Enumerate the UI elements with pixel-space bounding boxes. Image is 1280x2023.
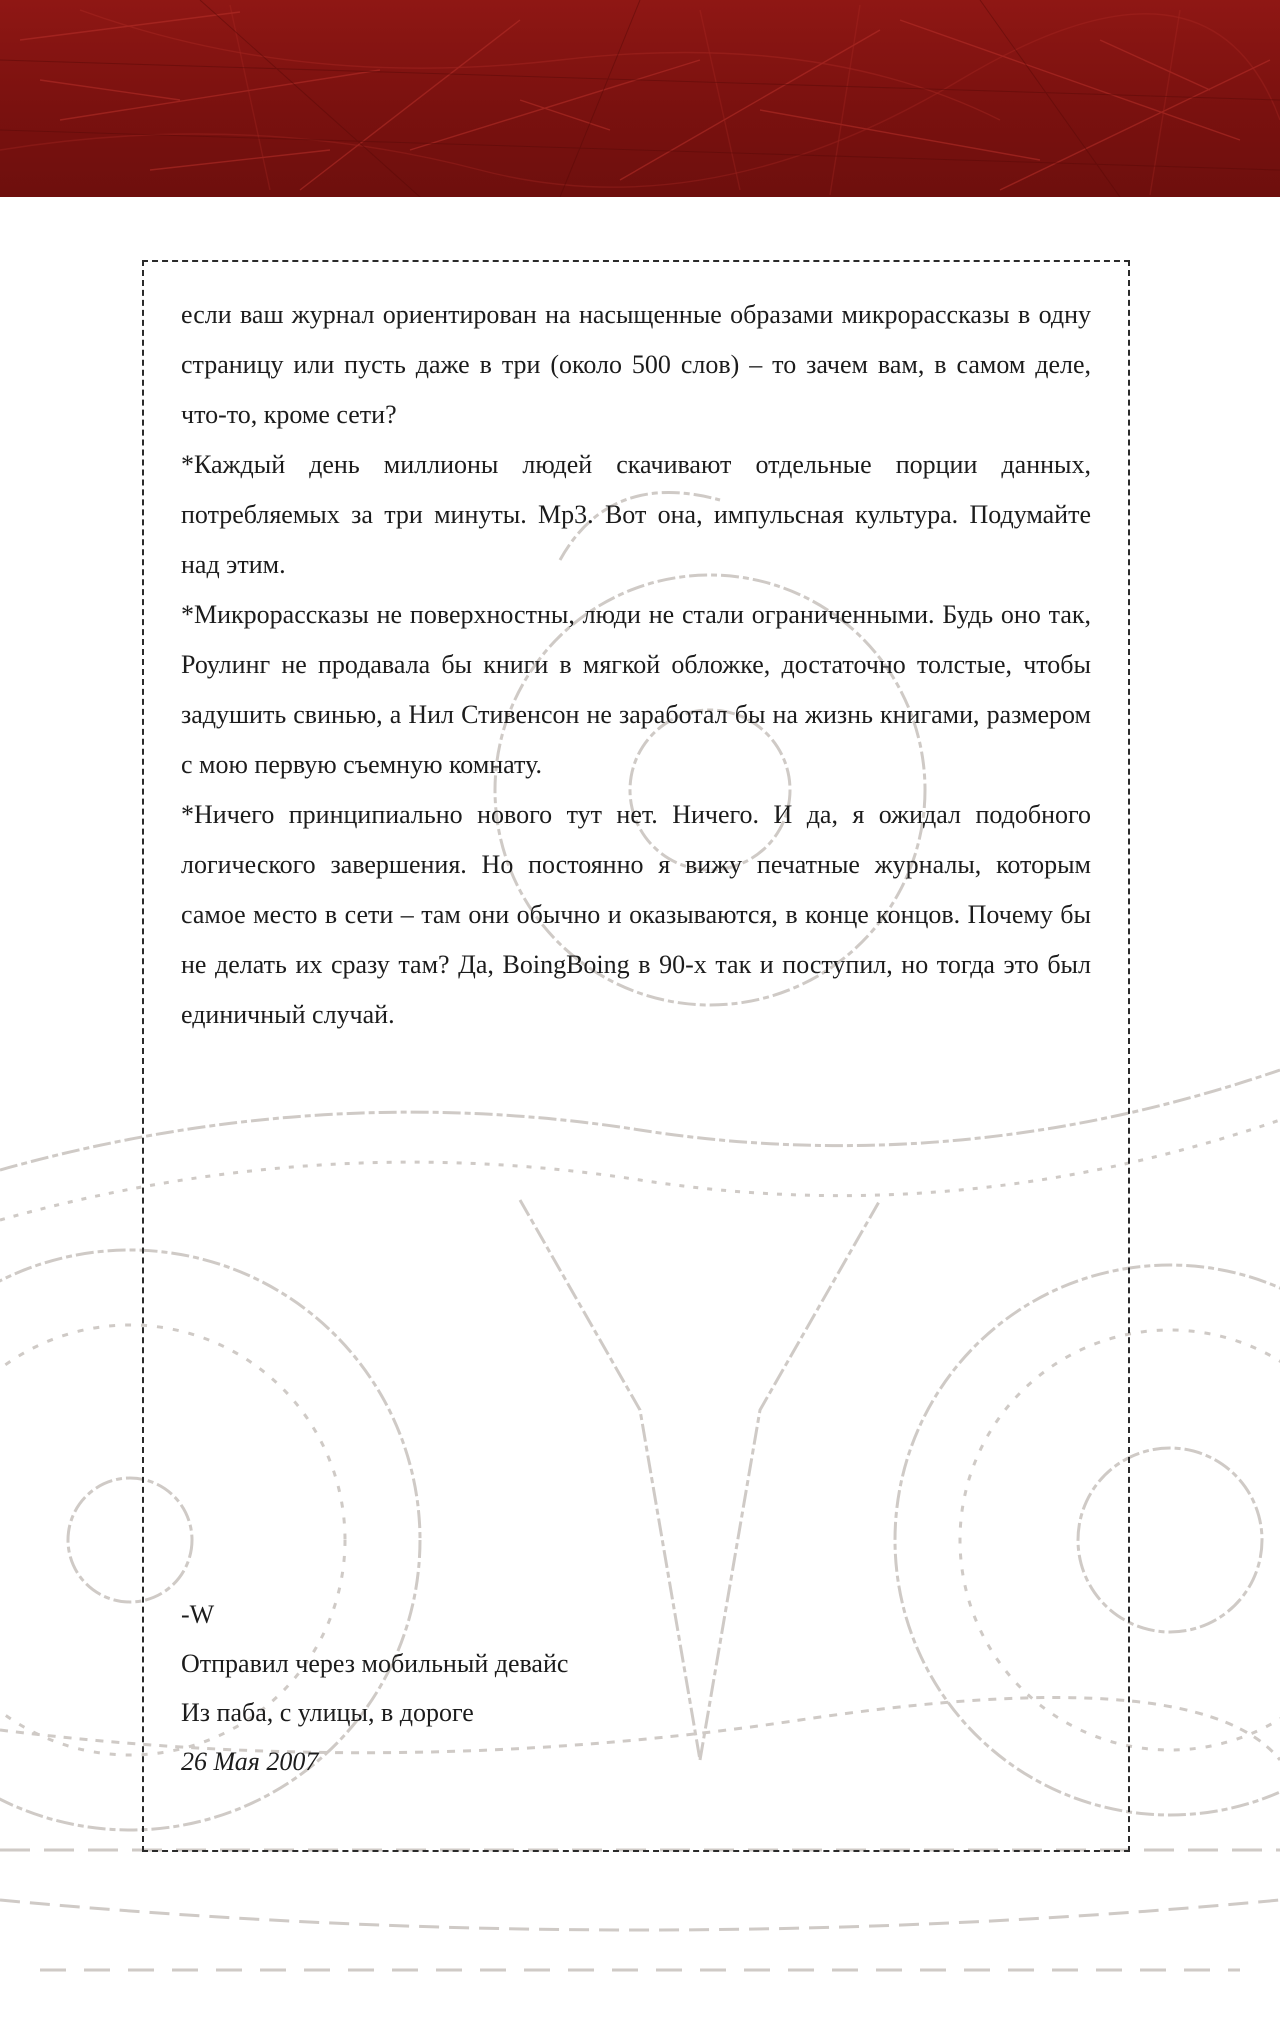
sent-via-line: Отправил через мобильный девайс	[181, 1649, 569, 1678]
location-line: Из паба, с улицы, в дороге	[181, 1698, 474, 1727]
date-line: 26 Мая 2007	[181, 1747, 319, 1776]
signature: -W	[181, 1600, 215, 1629]
paragraph: если ваш журнал ориентирован на насыщенные образами микрорассказы в одну страницу или пусть даже в три (около 500 слов) – то зачем вам, в самом деле, что-то, кроме сети?	[181, 300, 1091, 429]
paragraph: *Микрорассказы не поверхностны, люди не стали ограниченными. Будь оно так, Роулинг не продавала бы книги в мягкой обложке, достаточно толстые, чтобы задушить свинью, а Нил Стивенсон не заработал бы на жизнь книгами, размером с мою первую съемную комнату.	[181, 600, 1091, 779]
paragraph: *Ничего принципиально нового тут нет. Ничего. И да, я ожидал подобного логического завершения. Но постоянно я вижу печатные журналы, которым самое место в сети – там они обычно и оказываются, в конце концов. Почему бы не делать их сразу там? Да, BoingBoing в 90-х так и поступил, но тогда это был единичный случай.	[181, 800, 1091, 1029]
signoff-block	[181, 1590, 881, 1786]
article-body	[181, 290, 1091, 1040]
paragraph: *Каждый день миллионы людей скачивают отдельные порции данных, потребляемых за три минуты. Mp3. Вот она, импульсная культура. Подумайте над этим.	[181, 450, 1091, 579]
